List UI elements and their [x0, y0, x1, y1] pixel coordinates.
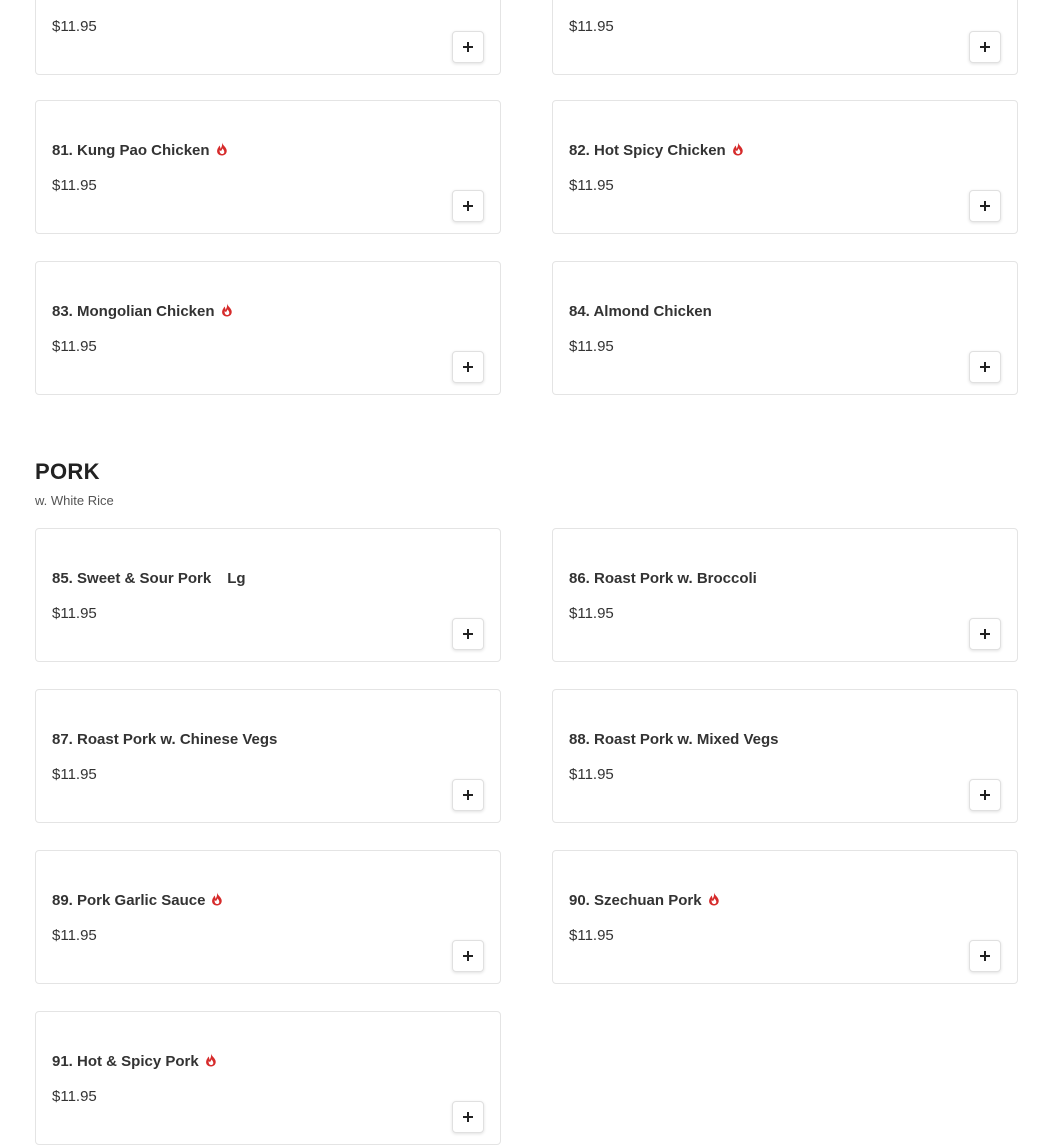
add-item-button[interactable] [969, 31, 1001, 63]
plus-icon [980, 951, 990, 961]
item-price: $11.95 [569, 605, 614, 622]
flame-icon [216, 142, 228, 156]
item-name: 85. Sweet & Sour Pork Lg [52, 570, 246, 587]
item-price: $11.95 [569, 766, 614, 783]
plus-icon [980, 201, 990, 211]
plus-icon [463, 362, 473, 372]
item-name: 90. Szechuan Pork [569, 892, 720, 909]
item-price: $11.95 [569, 18, 614, 35]
plus-icon [463, 951, 473, 961]
add-item-button[interactable] [969, 190, 1001, 222]
item-name: 81. Kung Pao Chicken [52, 142, 228, 159]
item-price: $11.95 [569, 338, 614, 355]
plus-icon [980, 362, 990, 372]
add-item-button[interactable] [452, 779, 484, 811]
flame-icon [205, 1053, 217, 1067]
item-price: $11.95 [52, 177, 97, 194]
item-name: 87. Roast Pork w. Chinese Vegs [52, 731, 278, 748]
add-item-button[interactable] [452, 1101, 484, 1133]
plus-icon [980, 629, 990, 639]
add-item-button[interactable] [452, 31, 484, 63]
menu-item-card[interactable] [552, 261, 1018, 395]
add-item-button[interactable] [452, 190, 484, 222]
item-name: 84. Almond Chicken [569, 303, 712, 320]
plus-icon [463, 790, 473, 800]
plus-icon [463, 629, 473, 639]
item-name: 91. Hot & Spicy Pork [52, 1053, 217, 1070]
menu-item-card[interactable] [35, 261, 501, 395]
section-title: PORK [35, 459, 100, 484]
menu-item-card[interactable] [552, 528, 1018, 662]
menu-item-card[interactable] [35, 850, 501, 984]
item-price: $11.95 [569, 177, 614, 194]
flame-icon [732, 142, 744, 156]
flame-icon [708, 892, 720, 906]
item-price: $11.95 [52, 605, 97, 622]
add-item-button[interactable] [969, 351, 1001, 383]
item-price: $11.95 [569, 927, 614, 944]
menu-item-card[interactable] [552, 689, 1018, 823]
menu-item-card[interactable] [35, 0, 501, 75]
item-price: $11.95 [52, 1088, 97, 1105]
plus-icon [980, 42, 990, 52]
size-label: Lg [227, 570, 246, 587]
menu-item-card[interactable] [35, 100, 501, 234]
add-item-button[interactable] [452, 618, 484, 650]
item-name: 88. Roast Pork w. Mixed Vegs [569, 731, 779, 748]
add-item-button[interactable] [969, 940, 1001, 972]
plus-icon [463, 1112, 473, 1122]
section-subtitle: w. White Rice [35, 493, 114, 508]
flame-icon [221, 303, 233, 317]
menu-item-card[interactable] [35, 1011, 501, 1145]
menu-item-card[interactable] [552, 0, 1018, 75]
plus-icon [463, 42, 473, 52]
menu-item-card[interactable] [552, 850, 1018, 984]
menu-item-card[interactable] [35, 689, 501, 823]
add-item-button[interactable] [452, 940, 484, 972]
menu-item-card[interactable] [552, 100, 1018, 234]
item-price: $11.95 [52, 338, 97, 355]
plus-icon [463, 201, 473, 211]
item-name: 86. Roast Pork w. Broccoli [569, 570, 757, 587]
add-item-button[interactable] [969, 779, 1001, 811]
flame-icon [211, 892, 223, 906]
add-item-button[interactable] [969, 618, 1001, 650]
item-price: $11.95 [52, 18, 97, 35]
item-name: 82. Hot Spicy Chicken [569, 142, 744, 159]
plus-icon [980, 790, 990, 800]
item-name: 83. Mongolian Chicken [52, 303, 233, 320]
add-item-button[interactable] [452, 351, 484, 383]
menu-item-card[interactable] [35, 528, 501, 662]
item-price: $11.95 [52, 766, 97, 783]
item-price: $11.95 [52, 927, 97, 944]
item-name: 89. Pork Garlic Sauce [52, 892, 223, 909]
